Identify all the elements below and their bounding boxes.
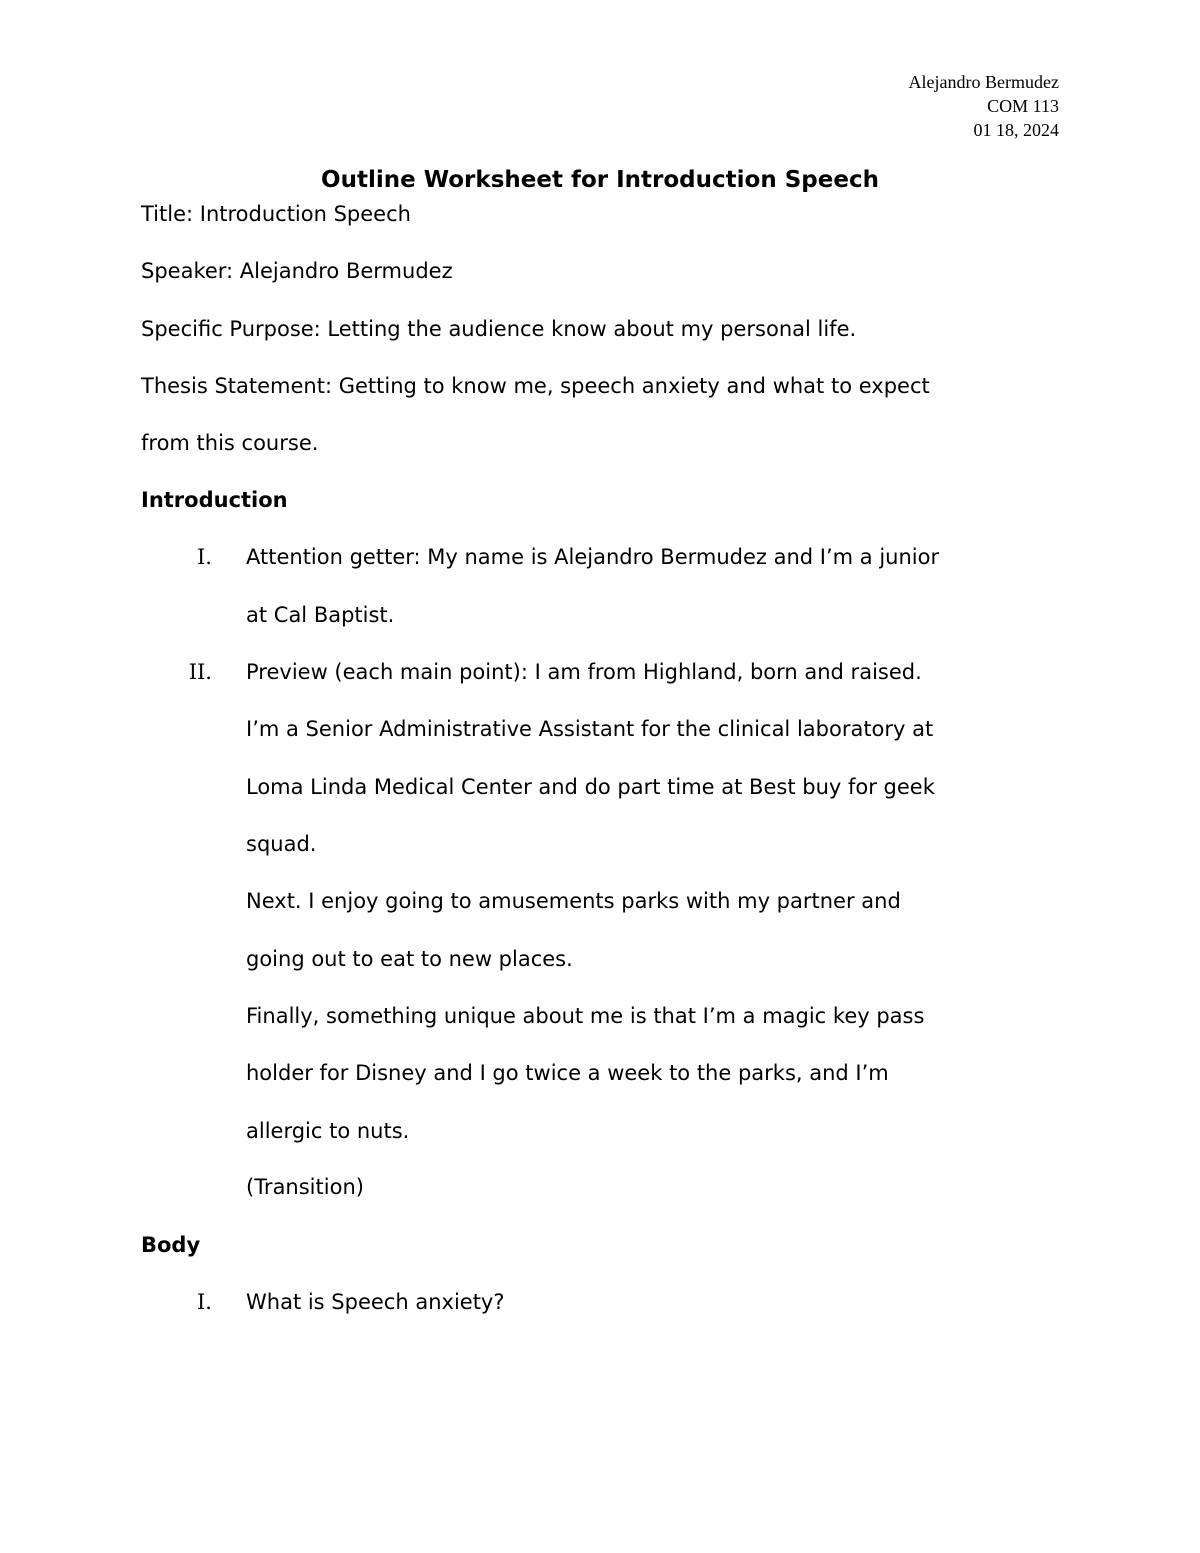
intro-item-1-line: Attention getter: My name is Alejandro Bermudez and I’m a junior bbox=[246, 545, 940, 569]
intro-item-1-line: at Cal Baptist. bbox=[246, 603, 395, 627]
intro-item-2-line: Finally, something unique about me is that I’m a magic key pass bbox=[246, 1004, 925, 1028]
header-author: Alejandro Bermudez bbox=[908, 72, 1059, 92]
intro-item-2-line: going out to eat to new places. bbox=[246, 947, 573, 971]
intro-item-2-line: holder for Disney and I go twice a week to the parks, and I’m bbox=[246, 1061, 889, 1085]
intro-item-1-numeral: I. bbox=[197, 545, 212, 569]
intro-item-2-line: Loma Linda Medical Center and do part time at Best buy for geek bbox=[246, 775, 935, 799]
intro-item-2-line: I’m a Senior Administrative Assistant for the clinical laboratory at bbox=[246, 717, 934, 741]
intro-item-2-line: allergic to nuts. bbox=[246, 1119, 410, 1143]
body-item-1-line: What is Speech anxiety? bbox=[246, 1290, 505, 1314]
body-item-1-numeral: I. bbox=[197, 1290, 212, 1314]
intro-item-2-line: (Transition) bbox=[246, 1175, 364, 1199]
header-course: COM 113 bbox=[987, 96, 1059, 116]
introduction-heading: Introduction bbox=[141, 488, 288, 512]
header-date: 01 18, 2024 bbox=[973, 120, 1059, 140]
thesis-statement-line-1: Thesis Statement: Getting to know me, speech anxiety and what to expect bbox=[141, 374, 930, 398]
body-heading: Body bbox=[141, 1233, 201, 1257]
speaker-field: Speaker: Alejandro Bermudez bbox=[141, 259, 453, 283]
specific-purpose-field: Specific Purpose: Letting the audience know about my personal life. bbox=[141, 317, 857, 341]
intro-item-2-line: Next. I enjoy going to amusements parks with my partner and bbox=[246, 889, 901, 913]
intro-item-2-line: squad. bbox=[246, 832, 317, 856]
document-title: Outline Worksheet for Introduction Speech bbox=[321, 167, 879, 193]
thesis-statement-line-2: from this course. bbox=[141, 431, 319, 455]
header-block bbox=[909, 70, 1059, 142]
intro-item-2-numeral: II. bbox=[188, 660, 212, 684]
title-field: Title: Introduction Speech bbox=[141, 202, 411, 226]
intro-item-2-line: Preview (each main point): I am from Highland, born and raised. bbox=[246, 660, 922, 684]
